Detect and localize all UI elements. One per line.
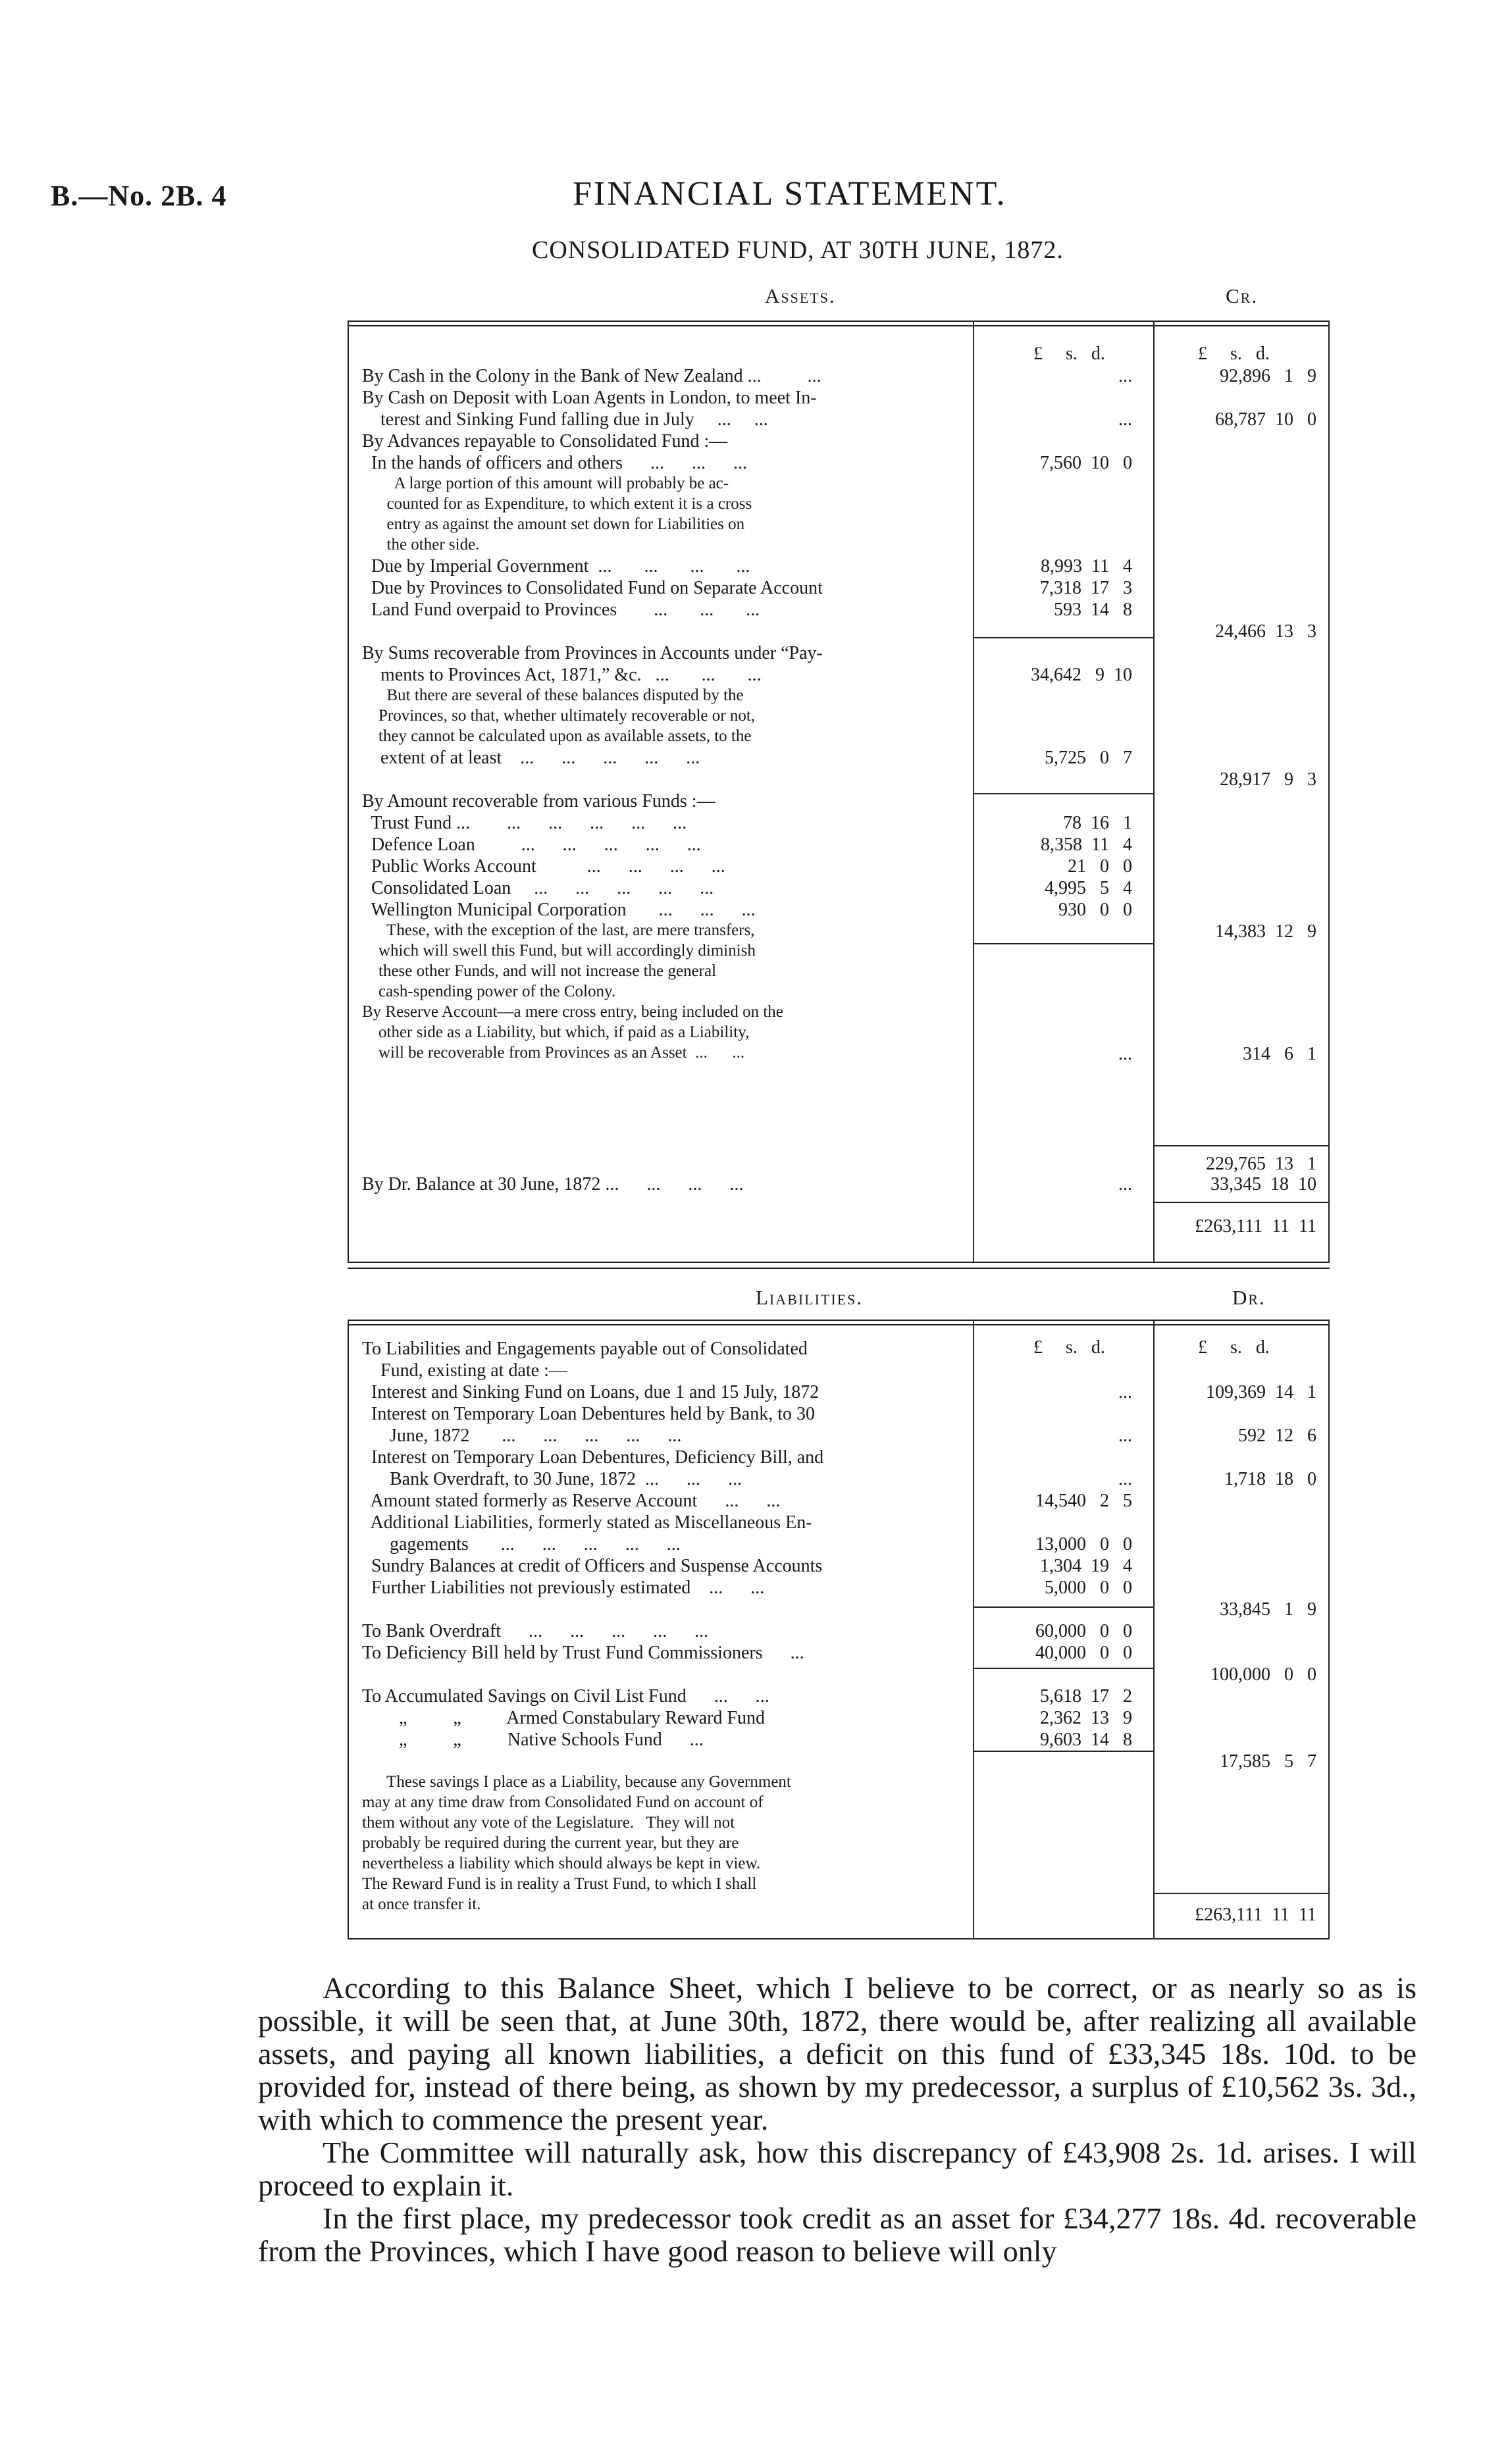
liabilities-line-text: „ „ Armed Constabulary Reward Fund <box>362 1708 766 1728</box>
assets-col-head-a: £ s. d. <box>1033 344 1105 364</box>
liabilities-col-divider-b <box>1153 1320 1155 1939</box>
assets-col-divider-a <box>973 321 974 1263</box>
liabilities-line-text: may at any time draw from Consolidated Fund on account of <box>362 1793 764 1811</box>
liabilities-line-text: Amount stated formerly as Reserve Account ... ... <box>362 1491 781 1511</box>
assets-rule-1 <box>974 637 1153 638</box>
assets-line-text: By Cash on Deposit with Loan Agents in London, to meet In- <box>362 388 817 408</box>
liabilities-title: Liabilities. <box>756 1286 864 1309</box>
assets-rule-3 <box>974 943 1153 944</box>
liabilities-total: £263,111 11 11 <box>1195 1905 1316 1925</box>
liabilities-line-amount-b: 592 12 6 <box>1238 1425 1316 1446</box>
assets-line-amount-a: ... <box>1118 1044 1132 1064</box>
liabilities-rule-1 <box>974 1606 1153 1608</box>
liabilities-line-text: Bank Overdraft, to 30 June, 1872 ... ... ... <box>362 1469 742 1489</box>
liabilities-line-text: Further Liabilities not previously estimated ... ... <box>362 1578 765 1598</box>
liabilities-line-text: To Bank Overdraft ... ... ... ... ... <box>362 1621 709 1641</box>
liabilities-line-amount-b: 100,000 0 0 <box>1210 1664 1316 1685</box>
liabilities-line-amount-b: 109,369 14 1 <box>1206 1382 1316 1402</box>
assets-bottom-rule <box>348 1268 1330 1269</box>
assets-line-text: By Advances repayable to Consolidated Fund :— <box>362 431 728 451</box>
liabilities-line-text: „ „ Native Schools Fund ... <box>362 1730 704 1750</box>
assets-line-text: By Cash in the Colony in the Bank of New Zealand ... ... <box>362 366 821 386</box>
liabilities-rule-3 <box>974 1751 1153 1752</box>
assets-line-amount-a: 7,318 17 3 <box>1040 578 1132 598</box>
assets-line-text: counted for as Expenditure, to which extent it is a cross <box>362 495 752 513</box>
assets-line-amount-a: 5,725 0 7 <box>1045 748 1132 768</box>
assets-line-text: In the hands of officers and others ... ... ... <box>362 453 748 473</box>
assets-line-amount-a: 930 0 0 <box>1058 900 1132 920</box>
assets-line-text: Public Works Account ... ... ... ... <box>362 856 725 877</box>
assets-line-amount-b: 14,383 12 9 <box>1215 921 1316 942</box>
assets-line-text: A large portion of this amount will probably be ac- <box>362 475 729 492</box>
liabilities-line-amount-a: 1,304 19 4 <box>1040 1556 1132 1576</box>
assets-line-amount-a: 34,642 9 10 <box>1031 665 1132 685</box>
assets-rule-2 <box>974 793 1153 794</box>
liabilities-line-amount-a: 13,000 0 0 <box>1035 1534 1132 1554</box>
assets-line-amount-b: 68,787 10 0 <box>1215 409 1316 430</box>
assets-subtotal: 229,765 13 1 <box>1206 1154 1316 1174</box>
liabilities-line-amount-b: 33,845 1 9 <box>1220 1599 1316 1620</box>
liabilities-line-amount-a: ... <box>1118 1425 1132 1446</box>
assets-col-head-b: £ s. d. <box>1198 344 1270 364</box>
liabilities-line-text: The Reward Fund is in reality a Trust Fund, to which I shall <box>362 1875 757 1893</box>
assets-balance-label: By Dr. Balance at 30 June, 1872 ... ... ... ... <box>362 1174 744 1194</box>
assets-line-amount-a: 4,995 5 4 <box>1045 878 1132 898</box>
liabilities-col-divider-a <box>973 1320 974 1939</box>
liabilities-line-text: To Accumulated Savings on Civil List Fund ... ... <box>362 1686 769 1707</box>
assets-line-amount-b: 24,466 13 3 <box>1215 621 1316 642</box>
assets-line-amount-a: 593 14 8 <box>1054 600 1132 620</box>
assets-line-text: these other Funds, and will not increase the general <box>362 962 717 980</box>
assets-line-text: which will swell this Fund, but will accordingly diminish <box>362 942 756 960</box>
body-paragraph-3: In the first place, my predecessor took credit as an asset for £34,277 18s. 4d. recoverable from the Provinces, which I have good reason to believe will only <box>258 2201 1417 2268</box>
assets-line-text: the other side. <box>362 536 480 553</box>
assets-line-text: By Sums recoverable from Provinces in Accounts under “Pay- <box>362 643 823 663</box>
assets-line-text: extent of at least ... ... ... ... ... <box>362 748 700 768</box>
assets-title: Assets. <box>765 284 836 307</box>
liabilities-line-amount-b: 17,585 5 7 <box>1220 1751 1316 1772</box>
liabilities-line-text: These savings I place as a Liability, because any Government <box>362 1773 791 1791</box>
liabilities-side-label: Dr. <box>1232 1286 1266 1309</box>
assets-line-amount-a: ... <box>1118 409 1132 430</box>
body-paragraph-2: The Committee will naturally ask, how this discrepancy of £43,908 2s. 1d. arises. I will proceed to explain it. <box>258 2136 1417 2202</box>
liabilities-line-amount-a: 14,540 2 5 <box>1035 1491 1132 1511</box>
liabilities-line-text: them without any vote of the Legislature. They will not <box>362 1814 735 1832</box>
assets-line-text: cash-spending power of the Colony. <box>362 983 616 1000</box>
liabilities-line-text: Interest on Temporary Loan Debentures held by Bank, to 30 <box>362 1404 816 1424</box>
assets-line-amount-a: 21 0 0 <box>1068 856 1132 877</box>
liabilities-line-text: nevertheless a liability which should always be kept in view. <box>362 1855 761 1872</box>
assets-line-text: Consolidated Loan ... ... ... ... ... <box>362 878 714 898</box>
assets-total-rule <box>1155 1202 1328 1203</box>
body-paragraph-1: According to this Balance Sheet, which I believe to be correct, or as nearly so as is possible, it will be seen that, at June 30th, 1872, there would be, after realizing all available assets, and paying all known liabilities, a deficit on this fund of £33,345 18s. 10d. to be provided for, instead of there being, as shown by my predecessor, a surplus of £10,562 3s. 3d., with which to commence the present year. <box>258 1971 1417 2136</box>
liabilities-line-text: gagements ... ... ... ... ... <box>362 1534 681 1554</box>
liabilities-line-text: Sundry Balances at credit of Officers and Suspense Accounts <box>362 1556 823 1576</box>
liabilities-col-head-a: £ s. d. <box>1033 1337 1105 1358</box>
assets-line-text: Land Fund overpaid to Provinces ... ... ... <box>362 600 760 620</box>
liabilities-line-text: probably be required during the current year, but they are <box>362 1834 739 1852</box>
assets-balance-a: ... <box>1118 1174 1132 1194</box>
liabilities-rule-2 <box>974 1668 1153 1669</box>
assets-line-amount-a: 8,993 11 4 <box>1041 556 1132 577</box>
liabilities-line-amount-a: 2,362 13 9 <box>1040 1708 1132 1728</box>
assets-line-text: they cannot be calculated upon as available assets, to the <box>362 727 752 745</box>
page-title: FINANCIAL STATEMENT. <box>573 175 1007 213</box>
liabilities-line-amount-a: 5,000 0 0 <box>1045 1578 1132 1598</box>
assets-line-text: terest and Sinking Fund falling due in July ... ... <box>362 409 768 430</box>
assets-top-rule <box>349 325 1328 326</box>
liabilities-top-rule <box>349 1324 1328 1325</box>
liabilities-line-text: Fund, existing at date :— <box>362 1360 567 1381</box>
assets-line-text: ments to Provinces Act, 1871,” &c. ... ... ... <box>362 665 762 685</box>
liabilities-line-text: Interest and Sinking Fund on Loans, due 1 and 15 July, 1872 <box>362 1382 819 1402</box>
assets-line-text: other side as a Liability, but which, if paid as a Liability, <box>362 1023 750 1041</box>
liabilities-line-amount-a: 60,000 0 0 <box>1035 1621 1132 1641</box>
page-reference: B.—No. 2B. 4 <box>51 180 227 212</box>
assets-line-amount-b: 28,917 9 3 <box>1220 769 1316 790</box>
assets-line-text: Due by Provinces to Consolidated Fund on Separate Account <box>362 578 823 598</box>
liabilities-line-amount-a: 5,618 17 2 <box>1040 1686 1132 1707</box>
assets-line-text: will be recoverable from Provinces as an Asset ... ... <box>362 1044 745 1062</box>
assets-line-text: Wellington Municipal Corporation ... ... ... <box>362 900 756 920</box>
statement-subtitle: CONSOLIDATED FUND, AT 30TH JUNE, 1872. <box>532 236 1064 264</box>
liabilities-line-text: Additional Liabilities, formerly stated as Miscellaneous En- <box>362 1512 812 1533</box>
assets-col-divider-b <box>1153 321 1155 1263</box>
liabilities-line-amount-a: 40,000 0 0 <box>1035 1643 1132 1663</box>
assets-line-text: Provinces, so that, whether ultimately recoverable or not, <box>362 707 756 725</box>
liabilities-line-text: June, 1872 ... ... ... ... ... <box>362 1425 682 1446</box>
body-text <box>258 1972 1417 2268</box>
assets-line-text: By Amount recoverable from various Funds :— <box>362 791 715 811</box>
assets-line-amount-a: 8,358 11 4 <box>1041 834 1132 855</box>
assets-line-text: These, with the exception of the last, are mere transfers, <box>362 921 755 939</box>
assets-line-text: Trust Fund ... ... ... ... ... ... <box>362 813 687 833</box>
assets-line-amount-a: ... <box>1118 366 1132 386</box>
assets-line-amount-b: 314 6 1 <box>1243 1044 1316 1064</box>
assets-line-text: Due by Imperial Government ... ... ... ... <box>362 556 750 577</box>
assets-total: £263,111 11 11 <box>1195 1216 1316 1237</box>
assets-balance-b: 33,345 18 10 <box>1210 1174 1316 1194</box>
assets-line-text: But there are several of these balances disputed by the <box>362 686 744 704</box>
assets-line-amount-a: 78 16 1 <box>1063 813 1132 833</box>
liabilities-line-amount-a: ... <box>1118 1382 1132 1402</box>
liabilities-line-amount-a: 9,603 14 8 <box>1040 1730 1132 1750</box>
assets-line-text: Defence Loan ... ... ... ... ... <box>362 834 701 855</box>
liabilities-line-text: at once transfer it. <box>362 1895 481 1913</box>
liabilities-line-amount-b: 1,718 18 0 <box>1224 1469 1316 1489</box>
assets-line-amount-b: 92,896 1 9 <box>1220 366 1316 386</box>
liabilities-line-amount-a: ... <box>1118 1469 1132 1489</box>
assets-line-amount-a: 7,560 10 0 <box>1040 453 1132 473</box>
liabilities-line-text: Interest on Temporary Loan Debentures, Deficiency Bill, and <box>362 1447 824 1468</box>
liabilities-line-text: To Liabilities and Engagements payable out of Consolidated <box>362 1339 808 1359</box>
liabilities-total-rule <box>1155 1893 1328 1894</box>
assets-line-text: entry as against the amount set down for Liabilities on <box>362 515 745 533</box>
assets-side-label: Cr. <box>1226 284 1259 307</box>
liabilities-line-text: To Deficiency Bill held by Trust Fund Commissioners ... <box>362 1643 804 1663</box>
liabilities-col-head-b: £ s. d. <box>1198 1337 1270 1358</box>
assets-subtotal-rule <box>1155 1145 1328 1146</box>
assets-line-text: By Reserve Account—a mere cross entry, being included on the <box>362 1003 783 1021</box>
